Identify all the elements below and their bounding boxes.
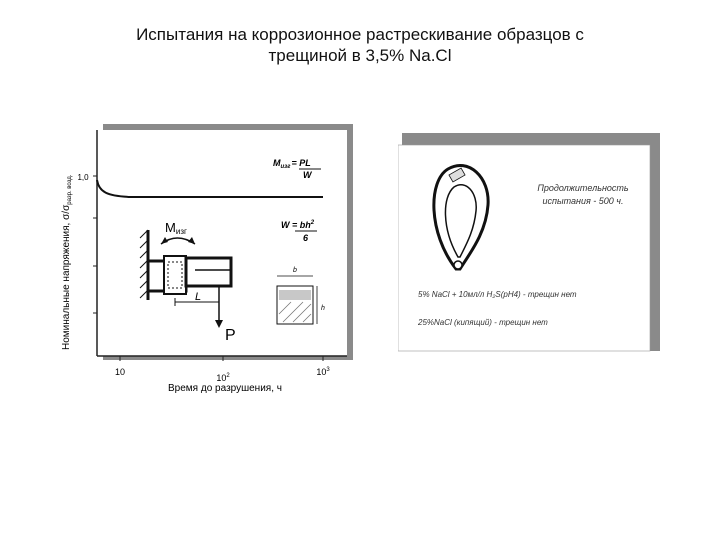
x-tick-label-10: 10 (114, 367, 126, 377)
x-axis-label: Время до разрушения, ч (168, 383, 282, 394)
specimen-clamp (164, 256, 186, 294)
test-result-2: 25%NaCl (кипящий) - трещин нет (418, 318, 548, 327)
specimen-results-svg (398, 133, 662, 353)
formula-w-denominator: 6 (303, 233, 309, 243)
slide-title-line-1: Испытания на коррозионное растрескивание образцов с (136, 25, 584, 44)
formula-moment: $M_{изг}=$ PL (273, 158, 311, 170)
slide-title-line-2: трещиной в 3,5% Na.Cl (268, 46, 452, 65)
duration-line-2: испытания - 500 ч. (542, 196, 624, 206)
stress-time-svg (55, 118, 360, 398)
test-result-1: 5% NaCl + 10мл/л H₂S(pH4) - трещин нет (418, 290, 577, 299)
stress-time-figure (55, 118, 360, 398)
lever-arm (186, 258, 231, 286)
force-label: P (225, 327, 236, 344)
y-tick-label-1-0: 1,0 (77, 173, 89, 182)
bolt-hole (454, 261, 462, 269)
x-tick-label-1000: $10^3$ (316, 367, 330, 377)
specimen-results-figure (398, 133, 662, 353)
duration-line-1: Продолжительность (537, 183, 629, 193)
height-label: h (321, 305, 325, 312)
cross-section-notch (279, 290, 311, 300)
x-tick-label-100: $10^2$ (216, 373, 230, 383)
moment-label: Mизг (165, 220, 187, 236)
width-label: b (293, 267, 297, 274)
slide-title (60, 24, 660, 66)
formula-moment-denominator: W (303, 170, 312, 180)
formula-section-modulus: $W = bh^2$ (281, 220, 315, 230)
y-axis-label: Номинальные напряжения, $\sigma/\sigma_{разр. возд.}$ (61, 174, 73, 350)
length-label: L (195, 291, 202, 303)
